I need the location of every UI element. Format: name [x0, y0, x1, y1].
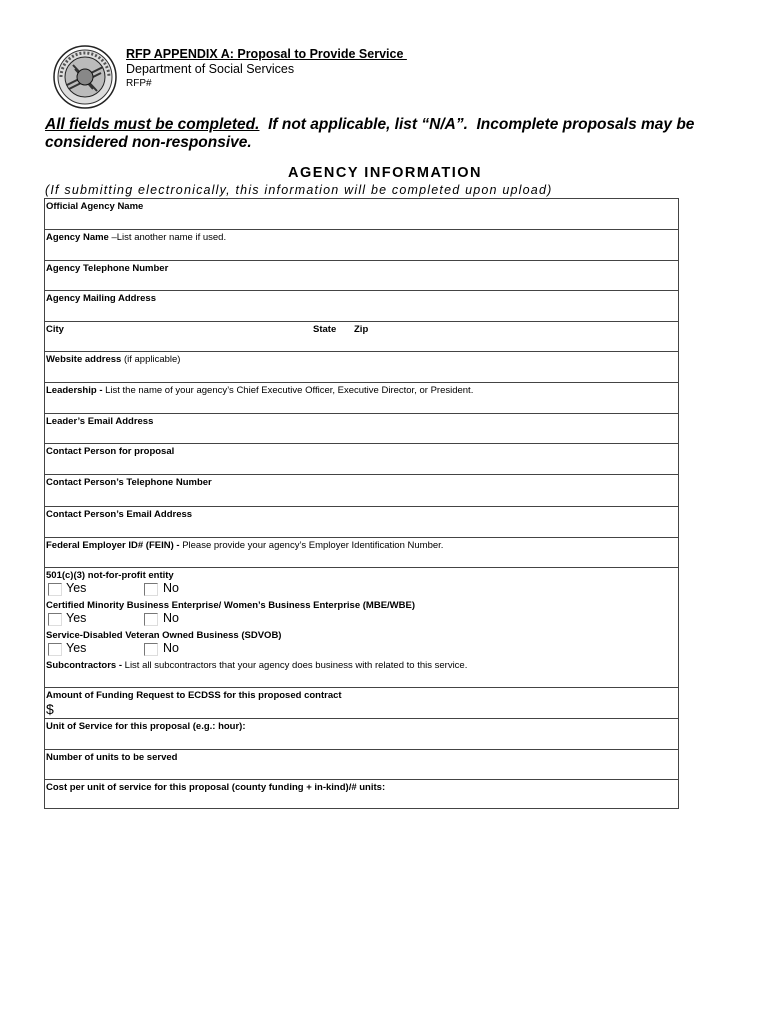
department-name: Department of Social Services	[126, 62, 295, 76]
checkbox-mbe-yes[interactable]	[48, 613, 62, 626]
field-label: Certified Minority Business Enterprise/ Women’s Business Enterprise (MBE/WBE)	[46, 600, 415, 611]
field-label: Website address (if applicable)	[46, 354, 181, 365]
field-label: Contact Person’s Telephone Number	[46, 477, 212, 488]
option-no-label: No	[163, 641, 179, 655]
field-label: Leadership - List the name of your agency’s Chief Executive Officer, Executive Director, or President.	[46, 385, 474, 396]
rfp-number: RFP#	[126, 78, 152, 89]
checkbox-sdvob-no[interactable]	[144, 643, 158, 656]
field-units-served[interactable]	[45, 750, 678, 780]
agency-seal-icon	[53, 45, 117, 109]
field-cost-per-unit[interactable]	[45, 780, 678, 809]
checkbox-501c3-yes[interactable]	[48, 583, 62, 596]
field-label: Contact Person for proposal	[46, 446, 175, 457]
completion-notice	[45, 116, 725, 152]
document-title: RFP APPENDIX A: Proposal to Provide Service	[126, 47, 407, 61]
field-label: Leader’s Email Address	[46, 416, 154, 427]
option-no-label: No	[163, 611, 179, 625]
field-label: Agency Mailing Address	[46, 293, 156, 304]
dollar-sign: $	[46, 701, 54, 717]
field-label: Agency Name –List another name if used.	[46, 232, 227, 243]
field-label: Agency Telephone Number	[46, 263, 169, 274]
field-city-state-zip[interactable]	[45, 322, 678, 352]
notice-underlined: All fields must be completed.	[45, 116, 260, 133]
field-label: Contact Person’s Email Address	[46, 509, 193, 520]
document-header	[126, 47, 407, 90]
field-fein[interactable]	[45, 538, 678, 568]
option-no-label: No	[163, 581, 179, 595]
field-mbe-wbe	[45, 598, 678, 628]
checkbox-mbe-no[interactable]	[144, 613, 158, 626]
field-label-zip: Zip	[354, 324, 369, 335]
field-agency-name[interactable]	[45, 230, 678, 261]
field-agency-mailing-address[interactable]	[45, 291, 678, 322]
field-label: Number of units to be served	[46, 752, 178, 763]
checkbox-501c3-no[interactable]	[144, 583, 158, 596]
field-contact-person[interactable]	[45, 444, 678, 475]
field-website[interactable]	[45, 352, 678, 383]
checkbox-sdvob-yes[interactable]	[48, 643, 62, 656]
agency-information-form	[44, 198, 679, 809]
option-yes-label: Yes	[66, 611, 87, 625]
field-label: 501(c)(3) not-for-profit entity	[46, 570, 174, 581]
field-leader-email[interactable]	[45, 414, 678, 444]
field-label: Unit of Service for this proposal (e.g.: hour):	[46, 721, 246, 732]
option-yes-label: Yes	[66, 641, 87, 655]
field-funding-request[interactable]	[45, 688, 678, 719]
field-subcontractors[interactable]	[45, 658, 678, 688]
field-agency-telephone[interactable]	[45, 261, 678, 291]
option-yes-label: Yes	[66, 581, 87, 595]
field-label: Cost per unit of service for this proposal (county funding + in-kind)/# units:	[46, 782, 386, 793]
field-official-agency-name[interactable]	[45, 199, 678, 230]
field-label-city: City	[46, 324, 64, 335]
field-label: Service-Disabled Veteran Owned Business (SDVOB)	[46, 630, 282, 641]
field-label: Amount of Funding Request to ECDSS for this proposed contract	[46, 690, 342, 701]
field-label: Official Agency Name	[46, 201, 144, 212]
field-contact-telephone[interactable]	[45, 475, 678, 507]
field-label-state: State	[313, 324, 337, 335]
field-contact-email[interactable]	[45, 507, 678, 538]
field-501c3	[45, 568, 678, 598]
field-unit-of-service[interactable]	[45, 719, 678, 750]
field-label: Subcontractors - List all subcontractors that your agency does business with related to this service.	[46, 660, 468, 671]
notice-rest: If not applicable, list “N/A”. Incomplete proposals may be considered non-responsive.	[45, 116, 699, 151]
field-leadership[interactable]	[45, 383, 678, 414]
field-sdvob	[45, 628, 678, 658]
field-label: Federal Employer ID# (FEIN) - Please provide your agency’s Employer Identification Number.	[46, 540, 444, 551]
section-subtitle: (If submitting electronically, this information will be completed upon upload)	[45, 183, 553, 197]
section-title: AGENCY INFORMATION	[287, 165, 483, 181]
